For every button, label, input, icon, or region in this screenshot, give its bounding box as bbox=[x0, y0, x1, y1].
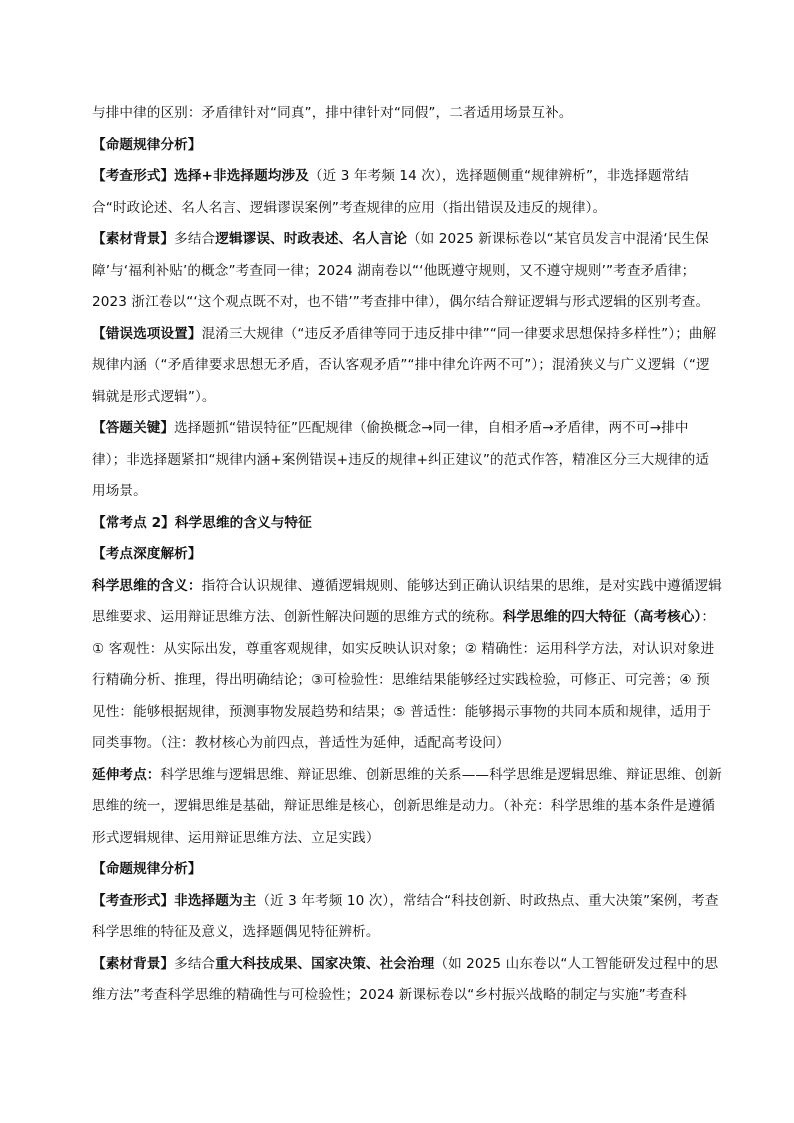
paragraph-law-distinction: 与排中律的区别：矛盾律针对“同真”，排中律针对“同假”，二者适用场景互补。 bbox=[92, 105, 573, 121]
paragraph-material-background: 【素材背景】多结合逻辑谬误、时政表述、名人言论（如 2025 新课标卷以“某官员发言中混淆‘民生保障’与‘福利补贴’的概念”考查同一律；2024 湖南卷以“‘他既遵守规则，又不遵守规则’”考查矛盾律；2023 浙江卷以“‘这个观点既不对，也不错’”考查排中律），偶尔结合辩证逻辑与形式逻辑的区别考查。 bbox=[92, 231, 710, 310]
document-page bbox=[92, 98, 722, 1012]
heading-common-point-2: 【常考点 2】科学思维的含义与特征 bbox=[92, 514, 312, 531]
heading-proposition-analysis-2: 【命题规律分析】 bbox=[92, 861, 202, 877]
paragraph-material-background-2: 【素材背景】多结合重大科技成果、国家决策、社会治理（如 2025 山东卷以“人工智能研发过程中的思维方法”考查科学思维的精确性与可检验性；2024 新课标卷以“乡村振兴战略的制定与实施”考查科 bbox=[92, 955, 719, 1003]
paragraph-answer-key: 【答题关键】选择题抓“错误特征”匹配规律（偷换概念→同一律，自相矛盾→矛盾律，两不可→排中律）；非选择题紧扣“规律内涵+案例错误+违反的规律+纠正建议”的范式作答，精准区分三大规律的适用场景。 bbox=[92, 420, 710, 499]
paragraph-scientific-thinking-meaning: 科学思维的含义：指符合认识规律、遵循逻辑规则、能够达到正确认识结果的思维，是对实践中遵循逻辑思维要求、运用辩证思维方法、创新性解决问题的思维方式的统称。科学思维的四大特征（高考核心）：① 客观性：从实际出发，尊重客观规律，如实反映认识对象；② 精确性：运用科学方法，对认识对象进行精确分析、推理，得出明确结论；③可检验性：思维结果能够经过实践检验，可修正、可完善；④ 预见性：能够根据规律，预测事物发展趋势和结果；⑤ 普适性：能够揭示事物的共同本质和规律，适用于同类事物。（注：教材核心为前四点，普适性为延伸，适配高考设问） bbox=[92, 577, 722, 751]
paragraph-exam-form-2: 【考查形式】非选择题为主（近 3 年考频 10 次），常结合“科技创新、时政热点、重大决策”案例，考查科学思维的特征及意义，选择题偶见特征辨析。 bbox=[92, 892, 719, 940]
heading-proposition-analysis: 【命题规律分析】 bbox=[92, 136, 202, 153]
paragraph-wrong-options: 【错误选项设置】混淆三大规律（“违反矛盾律等同于违反排中律”“同一律要求思想保持多样性”）；曲解规律内涵（“矛盾律要求思想无矛盾，否认客观矛盾”“排中律允许两不可”）；混淆狭义与广义逻辑（“逻辑就是形式逻辑”）。 bbox=[92, 325, 717, 405]
heading-deep-analysis: 【考点深度解析】 bbox=[92, 546, 202, 562]
paragraph-exam-form: 【考查形式】选择+非选择题均涉及（近 3 年考频 14 次），选择题侧重“规律辨析”，非选择题常结合“时政论述、名人名言、逻辑谬误案例”考查规律的应用（指出错误及违反的规律）。 bbox=[92, 168, 689, 216]
paragraph-extended-point: 延伸考点：科学思维与逻辑思维、辩证思维、创新思维的关系——科学思维是逻辑思维、辩证思维、创新思维的统一，逻辑思维是基础，辩证思维是核心，创新思维是动力。（补充：科学思维的基本条件是遵循形式逻辑规律、运用辩证思维方法、立足实践） bbox=[92, 766, 722, 846]
